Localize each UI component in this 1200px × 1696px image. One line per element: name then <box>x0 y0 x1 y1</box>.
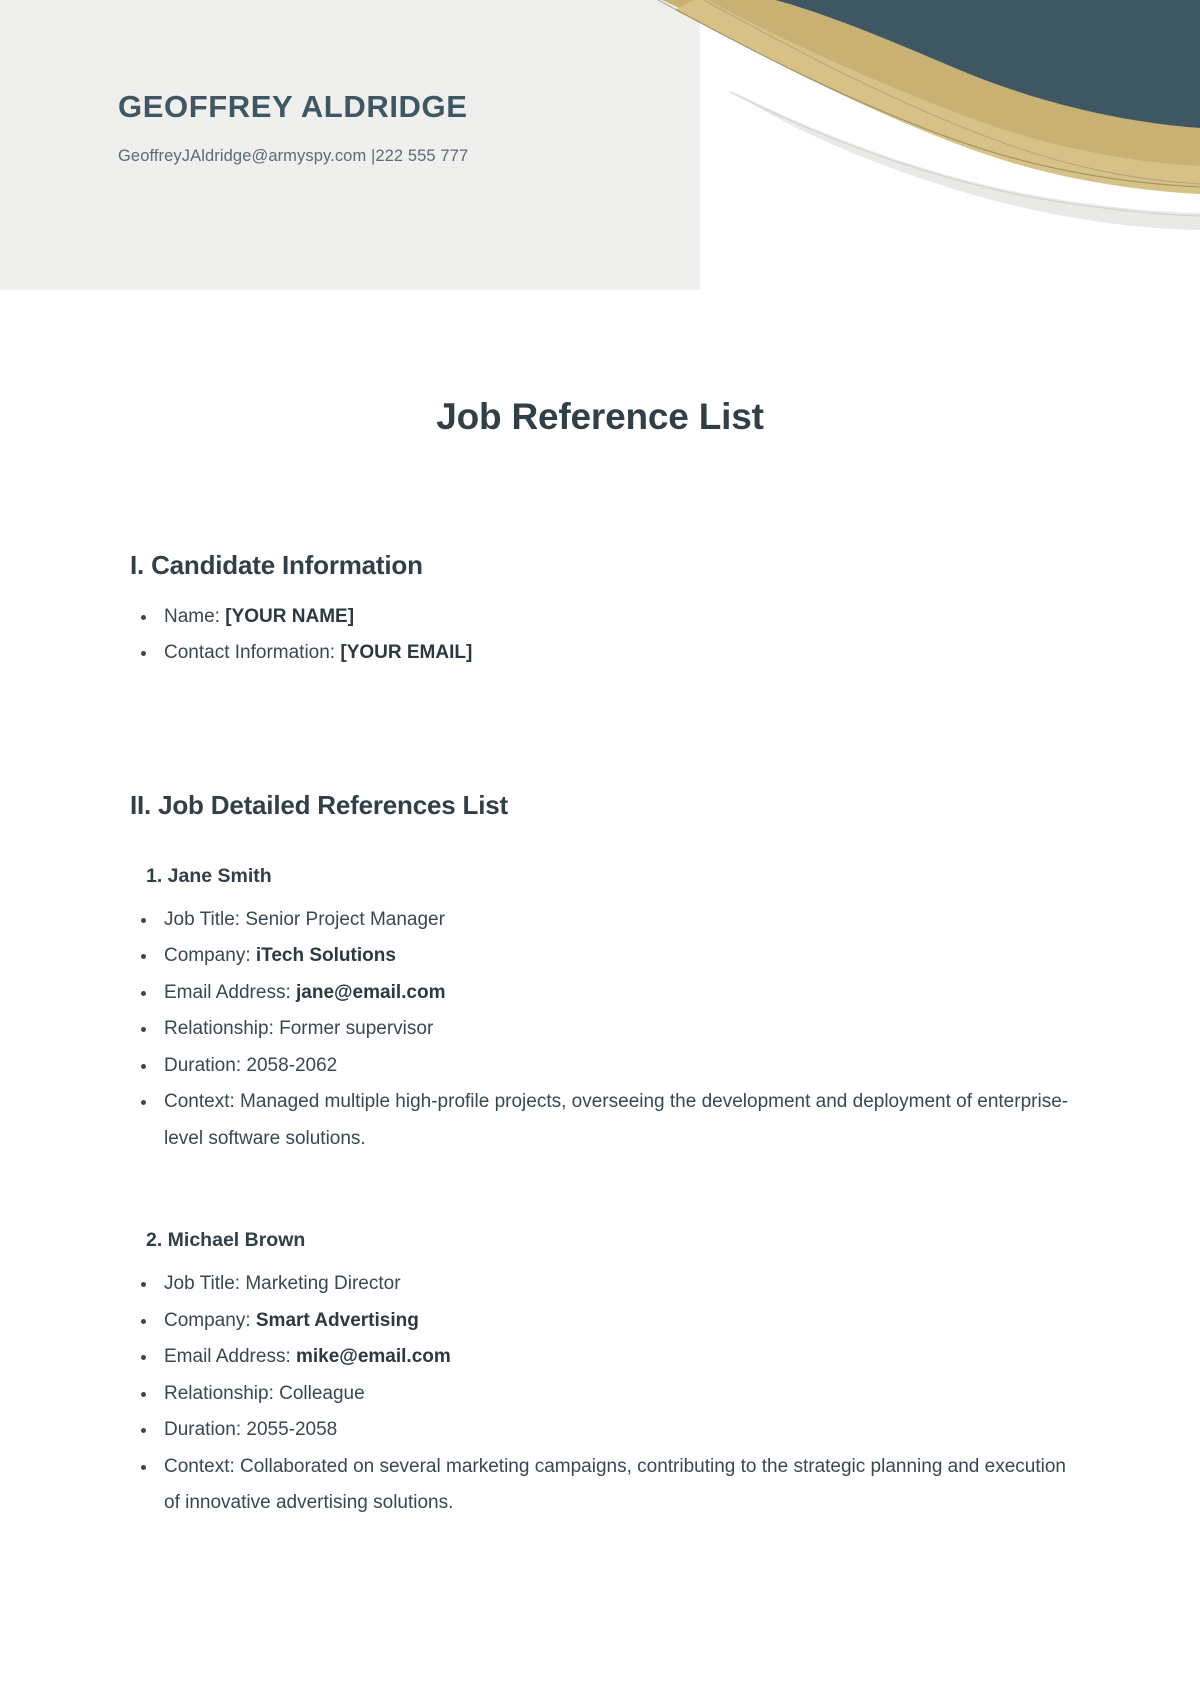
candidate-name-value: [YOUR NAME] <box>225 606 355 627</box>
section-heading-job-detailed-references-list: II. Job Detailed References List <box>130 789 508 820</box>
reference-entry-1 <box>130 865 1070 1157</box>
company-value: Smart Advertising <box>255 1309 419 1331</box>
company-value: iTech Solutions <box>255 945 396 967</box>
list-item <box>158 902 1070 938</box>
email-label: Email Address: <box>164 1346 296 1368</box>
candidate-name-label: Name: <box>164 606 226 627</box>
context-label: Context: <box>164 1455 241 1477</box>
duration-value: 2058-2062 <box>246 1054 338 1076</box>
company-label: Company: <box>164 945 256 967</box>
page-title: Job Reference List <box>436 396 764 437</box>
list-item <box>158 1048 1070 1084</box>
list-item <box>158 1339 1070 1375</box>
list-item <box>158 938 1070 974</box>
list-item <box>158 1412 1070 1448</box>
reference-details-list <box>130 902 1070 1157</box>
job-title-label: Job Title: <box>164 908 246 930</box>
job-title-label: Job Title: <box>164 1273 246 1295</box>
job-title-value: Marketing Director <box>245 1273 401 1295</box>
header-decorative-swoosh <box>580 0 1200 290</box>
duration-label: Duration: <box>164 1054 247 1076</box>
duration-label: Duration: <box>164 1419 247 1441</box>
reference-name: 2. Michael Brown <box>146 1229 306 1252</box>
list-item <box>158 1376 1070 1412</box>
company-label: Company: <box>164 1309 256 1331</box>
list-item <box>158 1011 1070 1047</box>
reference-name: 1. Jane Smith <box>146 864 272 887</box>
relationship-value: Colleague <box>279 1382 365 1404</box>
list-item <box>158 975 1070 1011</box>
candidate-contact-line: GeoffreyJAldridge@armyspy.com |222 555 777 <box>118 147 469 166</box>
list-item <box>158 1084 1070 1157</box>
context-value: Collaborated on several marketing campaigns, contributing to the strategic planning and execution of innovative advertising solutions. <box>164 1455 1066 1514</box>
list-item <box>158 1266 1070 1302</box>
reference-details-list <box>130 1266 1070 1521</box>
candidate-information-list <box>130 599 1070 672</box>
header-identity <box>118 88 468 166</box>
reference-entry-2 <box>130 1229 1070 1521</box>
candidate-name: GEOFFREY ALDRIDGE <box>118 89 468 124</box>
section-heading-candidate-information: I. Candidate Information <box>130 550 423 580</box>
email-value: jane@email.com <box>296 981 446 1003</box>
document-header <box>0 0 1200 290</box>
duration-value: 2055-2058 <box>246 1419 338 1441</box>
relationship-label: Relationship: <box>164 1382 280 1404</box>
relationship-label: Relationship: <box>164 1018 280 1040</box>
list-item <box>158 599 1070 635</box>
relationship-value: Former supervisor <box>279 1018 434 1040</box>
candidate-contact-label: Contact Information: <box>164 642 341 664</box>
candidate-contact-value: [YOUR EMAIL] <box>340 642 473 664</box>
list-item <box>158 1449 1070 1522</box>
list-item <box>158 635 1070 671</box>
document-body <box>0 396 1200 1582</box>
context-label: Context: <box>164 1091 241 1113</box>
list-item <box>158 1303 1070 1339</box>
job-title-value: Senior Project Manager <box>245 908 445 930</box>
email-label: Email Address: <box>164 981 296 1003</box>
email-value: mike@email.com <box>296 1346 451 1368</box>
context-value: Managed multiple high-profile projects, overseeing the development and deployment of enterprise-level software solutions. <box>164 1091 1069 1149</box>
